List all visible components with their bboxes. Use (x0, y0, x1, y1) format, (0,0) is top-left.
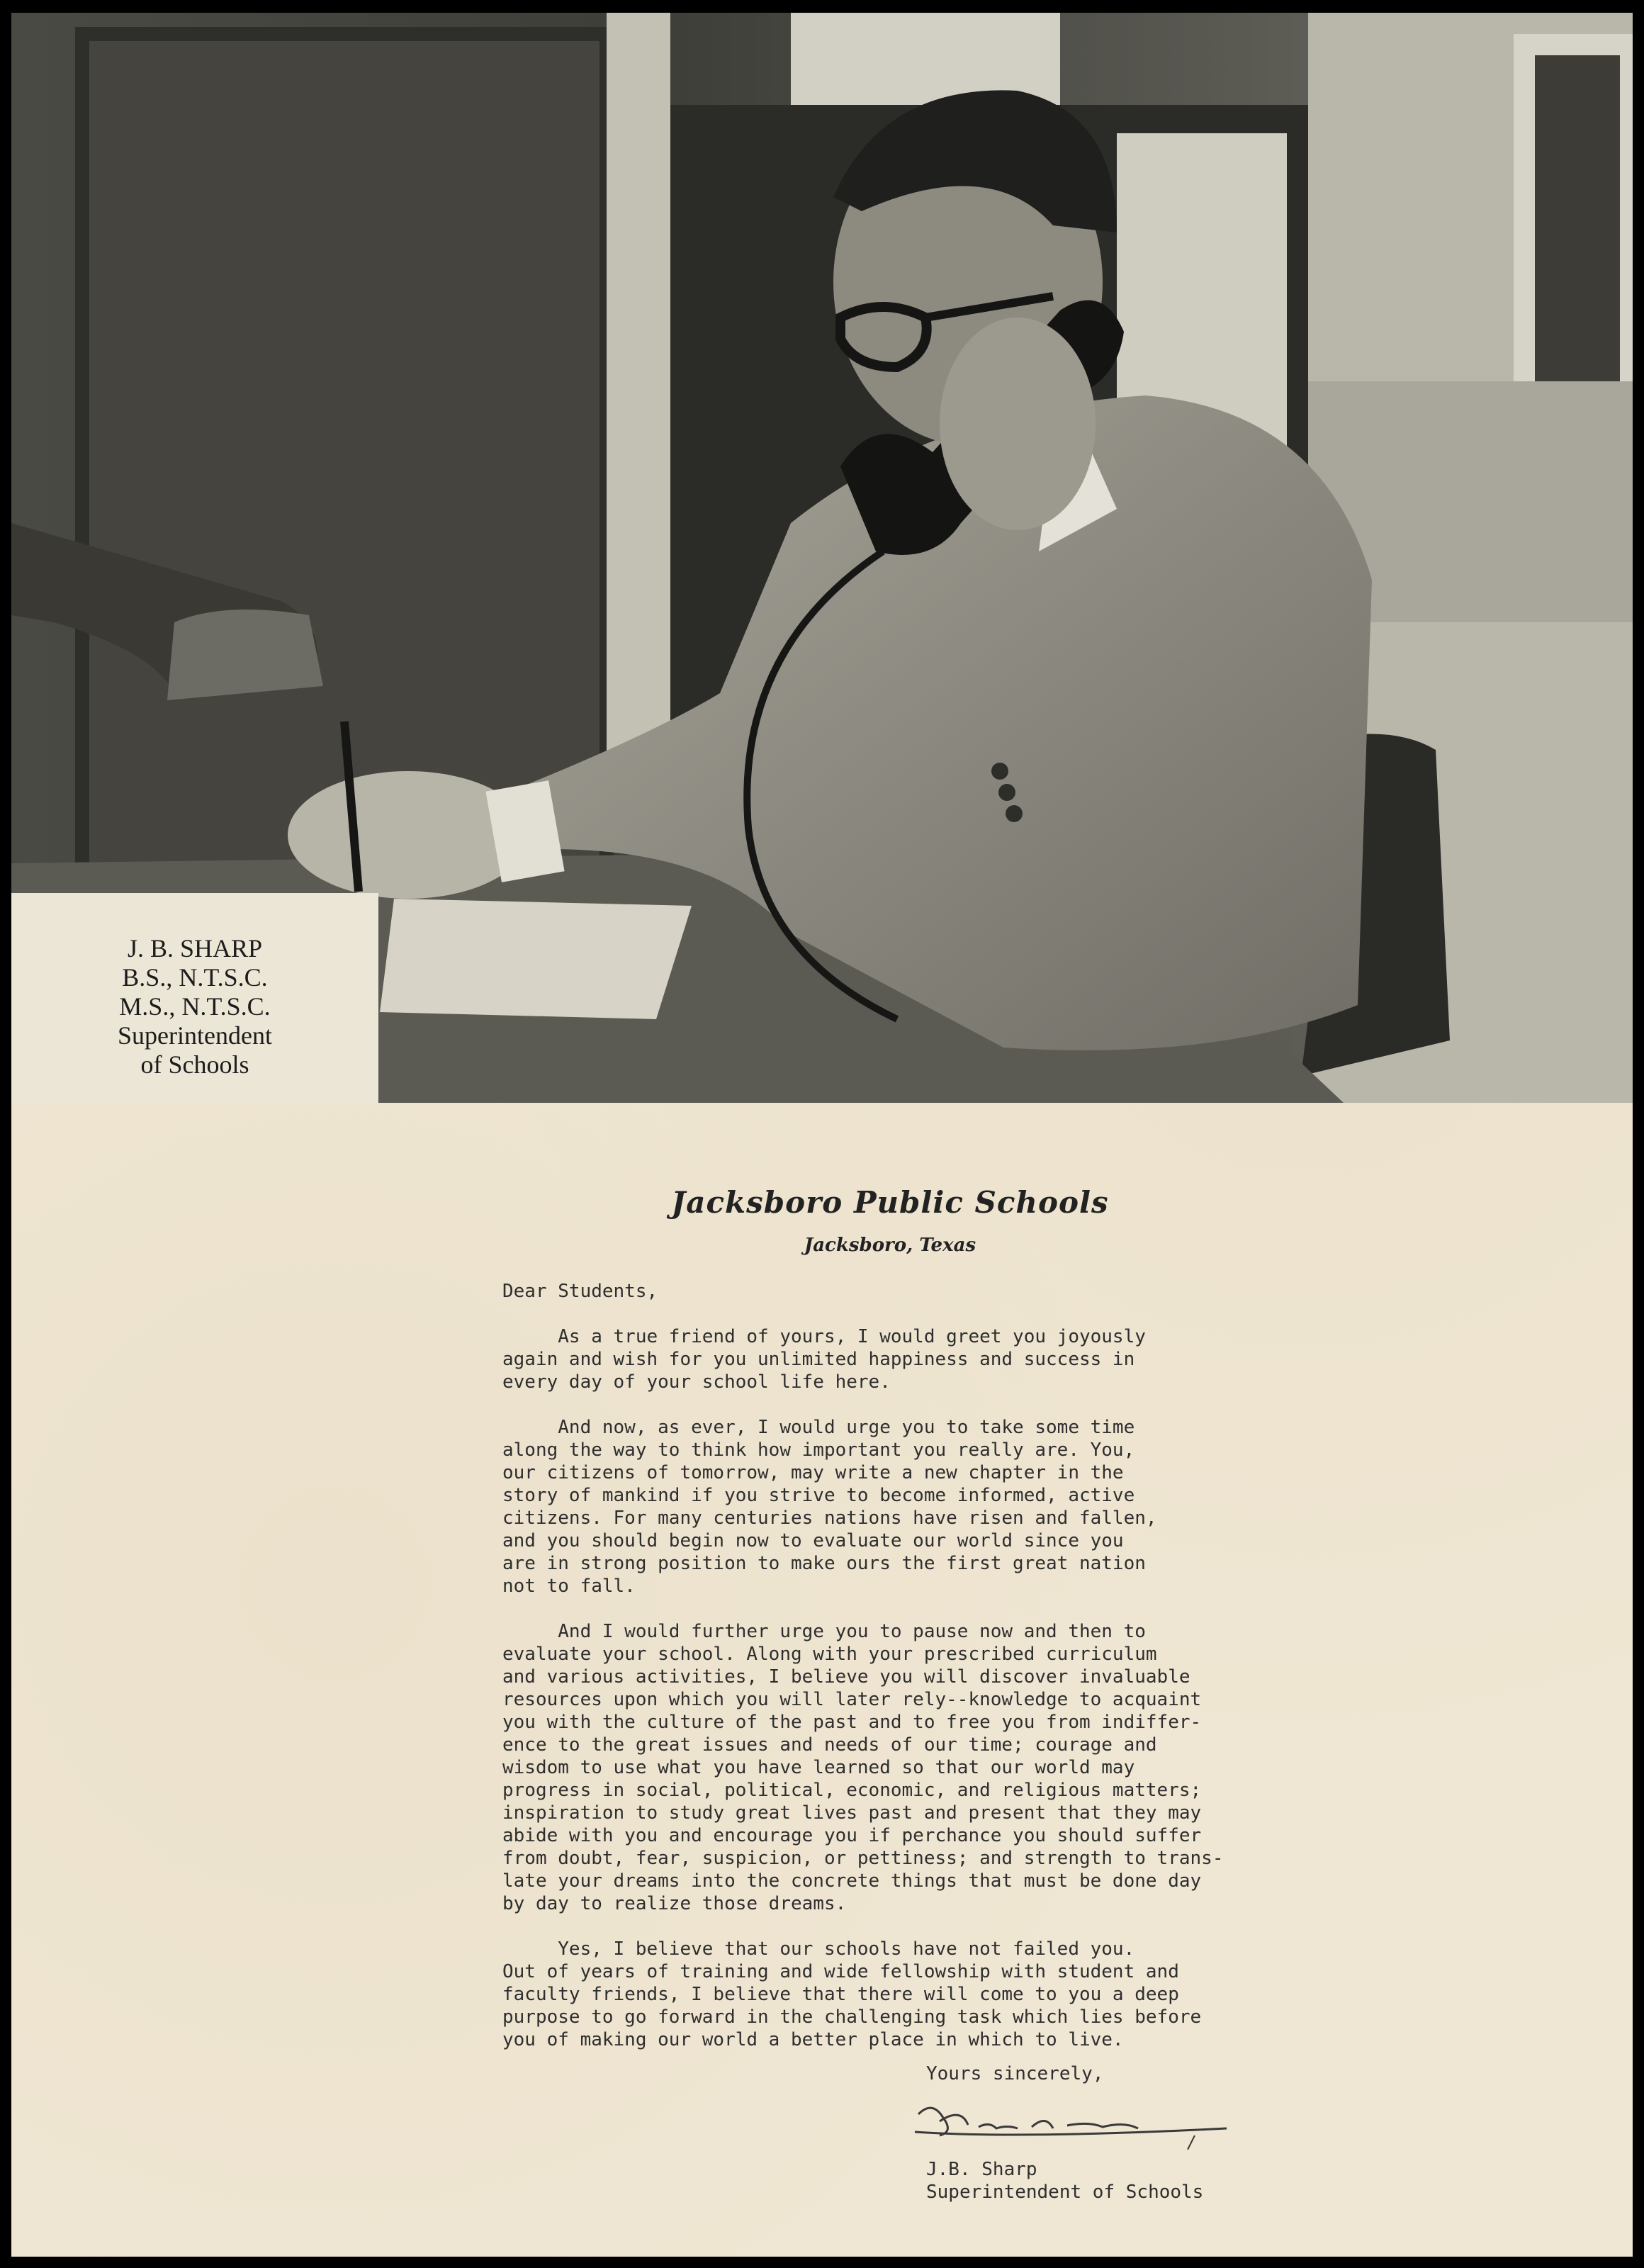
letterhead-location: Jacksboro, Texas (804, 1235, 976, 1256)
caption-title-line1: Superintendent (118, 1021, 272, 1050)
caption-title-line2: of Schools (140, 1050, 249, 1079)
handwritten-signature (911, 2093, 1237, 2150)
letterhead-title: Jacksboro Public Schools (671, 1185, 1109, 1220)
signer-name: J.B. Sharp (926, 2159, 1037, 2180)
signer-title: Superintendent of Schools (926, 2182, 1204, 2203)
letter-paragraph-2: And now, as ever, I would urge you to take some time along the way to think how important you really are. You, our citizens of tomorrow, may write a new chapter in the story of mankind if you strive to become informed, active citizens. For many centuries nations have risen and fallen, and you should begin now to evaluate our world since you are in strong position to make ours the first great nation not to fall. (502, 1417, 1157, 1597)
signature-block (926, 2158, 1203, 2204)
letter-body (502, 1280, 1317, 2074)
letter-paragraph-4: Yes, I believe that our schools have not failed you. Out of years of training and wide fellowship with student and faculty friends, I believe that there will come to you a deep purpose to go forward in the challenging task which lies before you of making our world a better place in which to live. (502, 1938, 1202, 2050)
letter-paragraph-1: As a true friend of yours, I would greet you joyously again and wish for you unlimited happiness and success in every day of your school life here. (502, 1326, 1146, 1393)
letter-paragraph-3: And I would further urge you to pause now and then to evaluate your school. Along with your prescribed curriculum and various activities, I believe you will discover invaluable resources upon which you will later rely--knowledge to acquaint you with the culture of the past and to free you from indiffer- ence to the great issues and needs of our time; courage and wisdom to use what you have learned so that our world may progress in social, political, economic, and religious matters; inspiration to study great lives past and present that they may abide with you and encourage you if perchance you should suffer from doubt, fear, suspicion, or pettiness; and strength to trans- late your dreams into the concrete things that must be done day by day to realize those dreams. (502, 1621, 1224, 1914)
letter-closing: Yours sincerely, (926, 2063, 1104, 2084)
photo-caption (11, 934, 378, 1079)
caption-degree-bs: B.S., N.T.S.C. (122, 963, 268, 992)
caption-name: J. B. SHARP (127, 934, 263, 962)
yearbook-page (11, 13, 1633, 2257)
caption-degree-ms: M.S., N.T.S.C. (119, 992, 271, 1021)
letter-salutation: Dear Students, (502, 1281, 658, 1302)
